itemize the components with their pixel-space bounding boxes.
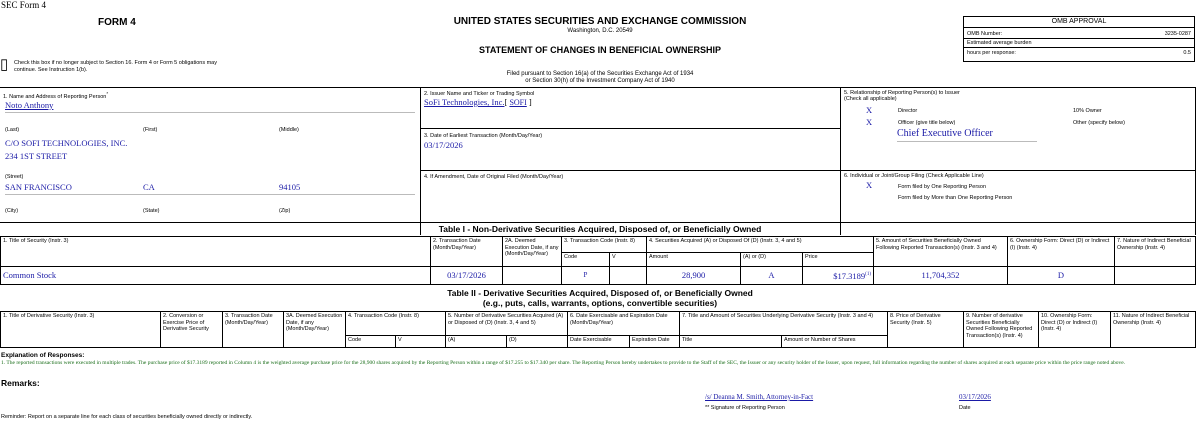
t2-sub-amount: Amount or Number of Shares bbox=[782, 336, 888, 348]
address-line-2: 234 1ST STREET bbox=[5, 151, 68, 161]
checkbox-icon[interactable]: ▯ bbox=[0, 56, 9, 73]
more-persons-label: Form filed by More than One Reporting Person bbox=[898, 195, 1013, 201]
remarks-heading: Remarks: bbox=[1, 378, 40, 388]
issuer-name[interactable]: SoFi Technologies, Inc.[ SOFI ] bbox=[424, 97, 532, 107]
t2-h11: 11. Nature of Indirect Beneficial Ownership (Instr. 4) bbox=[1111, 312, 1196, 348]
box4-label: 4. If Amendment, Date of Original Filed (Month/Day/Year) bbox=[424, 174, 564, 180]
city-value: SAN FRANCISCO bbox=[5, 182, 72, 192]
table1-title: Table I - Non-Derivative Securities Acquired, Disposed of, or Beneficially Owned bbox=[438, 224, 762, 234]
zip-value: 94105 bbox=[279, 182, 301, 192]
officer-label: Officer (give title below) bbox=[898, 120, 956, 126]
t1-h4: 4. Securities Acquired (A) or Disposed Of (D) (Instr. 3, 4 and 5) bbox=[647, 237, 874, 253]
t1-sub-code: Code bbox=[562, 253, 610, 267]
t2-h10: 10. Ownership Form: Direct (D) or Indirect (I) (Instr. 4) bbox=[1039, 312, 1111, 348]
omb-approval-box bbox=[963, 16, 1195, 62]
omb-number-value: 3235-0287 bbox=[1164, 31, 1191, 37]
t1-row-code: P bbox=[562, 267, 610, 285]
city-label: (City) bbox=[5, 208, 19, 214]
t2-h3: 3. Transaction Date (Month/Day/Year) bbox=[223, 312, 284, 348]
t1-h7: 7. Nature of Indirect Beneficial Ownership (Instr. 4) bbox=[1115, 237, 1196, 267]
t2-h6: 6. Date Exercisable and Expiration Date (Month/Day/Year) bbox=[568, 312, 680, 336]
reporting-person-name[interactable]: Noto Anthony bbox=[5, 100, 54, 110]
signature: /s/ Deanna M. Smith, Attorney-in-Fact bbox=[705, 393, 814, 401]
zip-label: (Zip) bbox=[279, 208, 291, 214]
reminder-text: Reminder: Report on a separate line for each class of securities beneficially owned directly or indirectly. bbox=[1, 414, 253, 420]
t2-sub-exercisable: Date Exercisable bbox=[568, 336, 630, 348]
t2-sub-a: (A) bbox=[446, 336, 507, 348]
box3-label: 3. Date of Earliest Transaction (Month/Day/Year) bbox=[424, 133, 543, 139]
state-label: (State) bbox=[143, 208, 160, 214]
t2-sub-v: V bbox=[396, 336, 446, 348]
price-footnote: (1) bbox=[865, 272, 871, 277]
t1-h2a: 2A. Deemed Execution Date, if any (Month/Day/Year) bbox=[503, 237, 562, 267]
ten-percent-owner-label: 10% Owner bbox=[1073, 108, 1102, 114]
t2-h4: 4. Transaction Code (Instr. 8) bbox=[346, 312, 446, 336]
t2-sub-d: (D) bbox=[507, 336, 568, 348]
t1-sub-amount: Amount bbox=[647, 253, 741, 267]
agency-location: Washington, D.C. 20549 bbox=[567, 28, 633, 34]
form-title: FORM 4 bbox=[98, 17, 136, 28]
last-label: (Last) bbox=[5, 127, 20, 133]
t1-row-deemed bbox=[503, 267, 562, 285]
t2-h9: 9. Number of derivative Securities Beneficially Owned Following Reported Transaction(s) (Instr. 4) bbox=[964, 312, 1039, 348]
t1-sub-v: V bbox=[610, 253, 647, 267]
street-label: (Street) bbox=[5, 174, 24, 180]
other-label: Other (specify below) bbox=[1073, 120, 1125, 126]
t1-h5: 5. Amount of Securities Beneficially Owned Following Reported Transaction(s) (Instr. 3 and 4) bbox=[874, 237, 1008, 267]
t1-h1: 1. Title of Security (Instr. 3) bbox=[1, 237, 431, 267]
t2-h5: 5. Number of Derivative Securities Acquired (A) or Disposed of (D) (Instr. 3, 4 and 5) bbox=[446, 312, 568, 336]
middle-label: (Middle) bbox=[279, 127, 299, 133]
table2-title-1: Table II - Derivative Securities Acquired, Disposed of, or Beneficially Owned bbox=[447, 288, 753, 298]
statement-title: STATEMENT OF CHANGES IN BENEFICIAL OWNERSHIP bbox=[478, 45, 721, 55]
t2-sub-title: Title bbox=[680, 336, 782, 348]
box5-label-2: (Check all applicable) bbox=[844, 96, 897, 102]
t1-row-v bbox=[610, 267, 647, 285]
t1-sub-price: Price bbox=[803, 253, 874, 267]
t1-h6: 6. Ownership Form: Direct (D) or Indirect (I) (Instr. 4) bbox=[1008, 237, 1115, 267]
t1-row-price: $17.3189$^{(1)}$ bbox=[803, 267, 874, 285]
t2-h1: 1. Title of Derivative Security (Instr. 3) bbox=[1, 312, 161, 348]
sec-form-label: SEC Form 4 bbox=[1, 0, 47, 10]
t2-h8: 8. Price of Derivative Security (Instr. 5) bbox=[888, 312, 964, 348]
first-label: (First) bbox=[143, 127, 158, 133]
filed-line-1: Filed pursuant to Section 16(a) of the Securities Exchange Act of 1934 bbox=[506, 71, 694, 77]
omb-hours-value: 0.5 bbox=[1183, 50, 1191, 56]
t2-sub-code: Code bbox=[346, 336, 396, 348]
filed-line-2: or Section 30(h) of the Investment Company Act of 1940 bbox=[525, 78, 675, 84]
omb-title: OMB APPROVAL bbox=[964, 17, 1194, 28]
box2-label: 2. Issuer Name and Ticker or Trading Symbol bbox=[424, 91, 535, 97]
t1-row-owned: 11,704,352 bbox=[874, 267, 1008, 285]
one-person-mark[interactable]: X bbox=[866, 180, 873, 190]
earliest-transaction-date: 03/17/2026 bbox=[424, 140, 463, 150]
omb-burden-label: Estimated average burden bbox=[967, 40, 1032, 46]
signature-label: ** Signature of Reporting Person bbox=[705, 405, 785, 411]
t1-row-form: D bbox=[1008, 267, 1115, 285]
date-label: Date bbox=[959, 405, 971, 411]
box6-label: 6. Individual or Joint/Group Filing (Check Applicable Line) bbox=[844, 173, 984, 179]
state-value: CA bbox=[143, 182, 155, 192]
t1-h3: 3. Transaction Code (Instr. 8) bbox=[562, 237, 647, 253]
box1-label: 1. Name and Address of Reporting Person* bbox=[3, 91, 109, 100]
t2-h3a: 3A. Deemed Execution Date, if any (Month/Day/Year) bbox=[284, 312, 346, 348]
explanation-heading: Explanation of Responses: bbox=[1, 352, 85, 359]
t1-row-amount: 28,900 bbox=[647, 267, 741, 285]
t2-h2: 2. Conversion or Exercise Price of Derivative Security bbox=[161, 312, 223, 348]
agency-title: UNITED STATES SECURITIES AND EXCHANGE COMMISSION bbox=[453, 16, 747, 27]
t2-h7: 7. Title and Amount of Securities Underlying Derivative Security (Instr. 3 and 4) bbox=[680, 312, 888, 336]
director-label: Director bbox=[898, 108, 918, 114]
t2-sub-expiration: Expiration Date bbox=[630, 336, 680, 348]
signature-date: 03/17/2026 bbox=[959, 393, 991, 401]
address-line-1: C/O SOFI TECHNOLOGIES, INC. bbox=[5, 138, 128, 148]
one-person-label: Form filed by One Reporting Person bbox=[898, 184, 987, 190]
checkbox-label: Check this box if no longer subject to Section 16. Form 4 or Form 5 obligations may continue. See Instruction 1(b). bbox=[14, 60, 217, 73]
t1-row-date: 03/17/2026 bbox=[431, 267, 503, 285]
omb-number-label: OMB Number: bbox=[967, 31, 1003, 37]
t1-row-nature bbox=[1115, 267, 1196, 285]
director-mark[interactable]: X bbox=[866, 105, 873, 115]
t1-sub-ad: (A) or (D) bbox=[741, 253, 803, 267]
explanation-text: 1. The reported transactions were executed in multiple trades. The purchase price of $17.3189 reported in Column 4 is the weighted average purchase price for the 28,900 shares acquired by the Reporting Person within a range of $17.255 to $17.340 per share. The Reporting Person hereby undertakes to provide to the Staff of the SEC, the Issuer or any security holder of the Issuer, upon request, full information regarding the number of shares acquired at each separate price within the price range noted above. bbox=[1, 360, 1126, 366]
officer-mark[interactable]: X bbox=[866, 117, 873, 127]
officer-title: Chief Executive Officer bbox=[897, 128, 993, 139]
omb-hours-label: hours per response: bbox=[967, 50, 1016, 56]
t1-row-ad: A bbox=[741, 267, 803, 285]
t1-row-title: Common Stock bbox=[1, 267, 431, 285]
t1-h2: 2. Transaction Date (Month/Day/Year) bbox=[431, 237, 503, 267]
table2-title-2: (e.g., puts, calls, warrants, options, convertible securities) bbox=[482, 298, 718, 308]
box5-label-1: 5. Relationship of Reporting Person(s) to Issuer bbox=[844, 90, 960, 96]
